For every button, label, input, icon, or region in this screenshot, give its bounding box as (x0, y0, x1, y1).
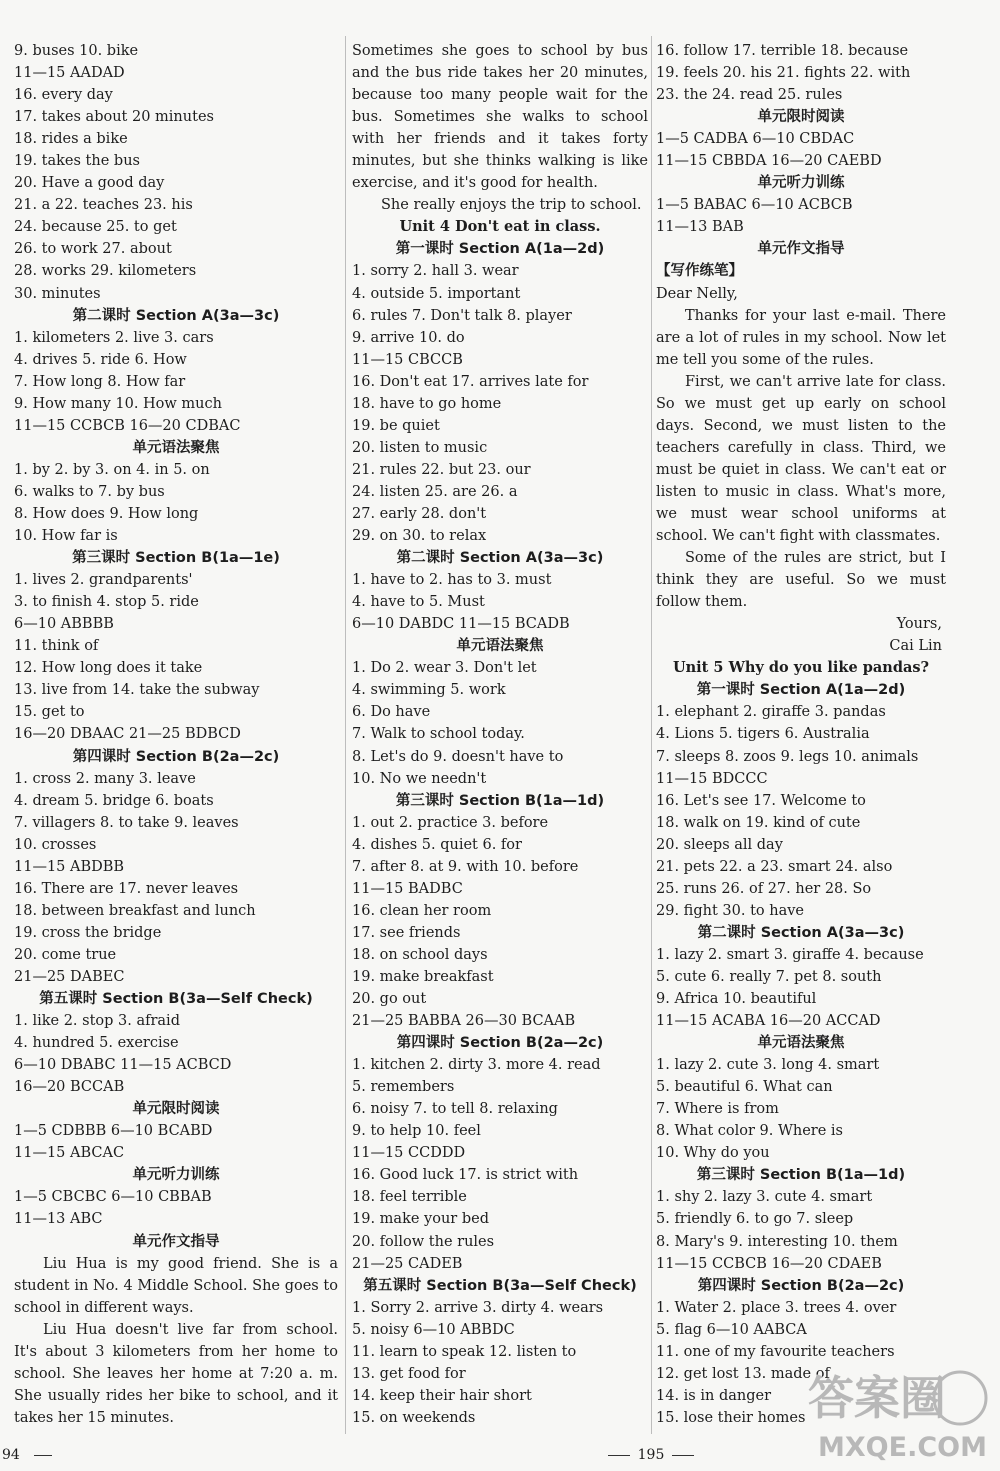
section-heading: 第四课时 Section B(2a—2c) (72, 748, 280, 765)
section-heading: 第一课时 Section A(1a—2d) (696, 682, 906, 699)
answer-line: 7. after 8. at 9. with 10. before (352, 858, 579, 875)
answer-line: 4. dream 5. bridge 6. boats (14, 792, 214, 809)
answer-line: 15. on weekends (352, 1409, 476, 1426)
answer-line: 11—15 CBBDA 16—20 CAEBD (656, 153, 882, 170)
answer-line: 4. hundred 5. exercise (14, 1035, 179, 1052)
answer-line: 1. Do 2. wear 3. Don't let (352, 660, 537, 677)
answer-line: 17. takes about 20 minutes (14, 109, 214, 126)
answer-line: 12. get lost 13. made of (656, 1365, 830, 1382)
answer-line: 11—15 ABCAC (14, 1145, 125, 1162)
answer-line: 6—10 DBABC 11—15 ACBCD (14, 1057, 232, 1074)
letter-closing: Yours, (896, 616, 942, 633)
answer-list (656, 194, 946, 238)
answer-line: 11—15 ABDBB (14, 858, 125, 875)
answer-line: 6—10 ABBBB (14, 616, 114, 633)
answer-line: 28. works 29. kilometers (14, 263, 197, 280)
answer-line: 11. one of my favourite teachers (656, 1343, 895, 1360)
section-heading: 单元听力训练 (132, 1167, 220, 1184)
answer-list (352, 1054, 648, 1274)
answer-line: 18. rides a bike (14, 131, 128, 148)
composition (14, 1253, 338, 1429)
answer-line: 25. runs 26. of 27. her 28. So (656, 880, 872, 897)
answer-line: 18. walk on 19. kind of cute (656, 814, 861, 831)
answer-line: 1. kitchen 2. dirty 3. more 4. read (352, 1057, 601, 1074)
writing-label: 【写作练笔】 (656, 263, 743, 280)
answer-line: 7. Where is from (656, 1101, 779, 1118)
answer-line: 1. lazy 2. smart 3. giraffe 4. because (656, 946, 924, 963)
answer-line: 12. How long does it take (14, 660, 203, 677)
answer-line: 11—15 CCBCB 16—20 CDBAC (14, 417, 241, 434)
answer-line: 8. Mary's 9. interesting 10. them (656, 1233, 898, 1250)
column-2 (352, 40, 648, 1429)
column-1 (14, 40, 338, 1429)
answer-line: 9. buses 10. bike (14, 43, 139, 59)
answer-line: 1—5 CADBA 6—10 CBDAC (656, 131, 855, 148)
answer-line: 4. dishes 5. quiet 6. for (352, 836, 522, 853)
answer-list (14, 459, 338, 547)
answer-line: 4. drives 5. ride 6. How (14, 351, 187, 368)
answer-line: 6. walks to 7. by bus (14, 483, 165, 500)
answer-line: 7. How long 8. How far (14, 373, 186, 390)
answer-line: 9. to help 10. feel (352, 1123, 481, 1140)
dash-decoration (672, 1455, 694, 1456)
answer-list (656, 701, 946, 921)
letter-body (656, 305, 946, 614)
answer-line: 1. sorry 2. hall 3. wear (352, 263, 519, 280)
answer-line: 7. villagers 8. to take 9. leaves (14, 814, 239, 831)
answer-line: 8. What color 9. Where is (656, 1123, 843, 1140)
answer-line: 1—5 CDBBB 6—10 BCABD (14, 1123, 213, 1140)
answer-line: 11—15 CCBCB 16—20 CDAEB (656, 1255, 882, 1272)
composition-paragraph: Liu Hua is my good friend. She is a student in No. 4 Middle School. She goes to school in different ways. (14, 1255, 338, 1316)
answer-line: 20. go out (352, 991, 427, 1008)
section-heading: 单元作文指导 (757, 241, 845, 258)
answer-line: 1. have to 2. has to 3. must (352, 572, 552, 589)
answer-line: 19. feels 20. his 21. fights 22. with (656, 65, 911, 82)
section-heading: 单元语法聚焦 (757, 1035, 845, 1052)
answer-line: 16. Don't eat 17. arrives late for (352, 373, 589, 390)
answer-list (352, 1297, 648, 1429)
dash-decoration (34, 1455, 52, 1456)
answer-list (14, 569, 338, 745)
answer-line: 16. Let's see 17. Welcome to (656, 792, 866, 809)
answer-list (656, 128, 946, 172)
answer-line: 6. Do have (352, 704, 431, 721)
letter-paragraph: First, we can't arrive late for class. So we must get up early on school days. Second, we must listen to the teachers carefully in class. Third, we must be quiet in class. We can't eat or listen to music in class. What's more, we must wear school uniforms at school. We can't fight with classmates. (656, 373, 946, 545)
answer-list (352, 569, 648, 635)
answer-line: 10. No we needn't (352, 770, 487, 787)
letter-paragraph: Some of the rules are strict, but I think they are useful. So we must follow them. (656, 550, 946, 611)
answer-line: 4. outside 5. important (352, 285, 521, 302)
answer-line: 1. lives 2. grandparents' (14, 572, 193, 589)
section-heading: 第三课时 Section B(1a—1d) (696, 1167, 906, 1184)
answer-line: 1. cross 2. many 3. leave (14, 770, 196, 787)
answer-line: 10. crosses (14, 836, 97, 853)
answer-line: 13. get food for (352, 1365, 466, 1382)
section-heading: 第四课时 Section B(2a—2c) (697, 1277, 905, 1294)
answer-list (656, 1186, 946, 1274)
answer-line: 19. cross the bridge (14, 924, 162, 941)
answer-line: 16. follow 17. terrible 18. because (656, 43, 909, 59)
answer-line: 29. on 30. to relax (352, 528, 487, 545)
page-number-text: 195 (637, 1447, 665, 1463)
left-page-number (2, 1447, 52, 1463)
section-heading: 第五课时 Section B(3a—Self Check) (39, 991, 313, 1008)
answer-list (656, 1054, 946, 1164)
answer-line: 7. Walk to school today. (352, 726, 525, 743)
answer-line: 14. is in danger (656, 1387, 772, 1404)
letter-signature: Cai Lin (889, 638, 942, 655)
answer-line: 23. the 24. read 25. rules (656, 87, 843, 104)
answer-line: 19. make your bed (352, 1211, 489, 1228)
answer-line: 24. because 25. to get (14, 219, 177, 236)
answer-line: 5. noisy 6—10 ABBDC (352, 1321, 515, 1338)
answer-line: 16—20 BCCAB (14, 1079, 125, 1096)
section-heading: 第二课时 Section A(3a—3c) (72, 307, 280, 324)
answer-line: 18. have to go home (352, 395, 502, 412)
answer-line: 11—15 AADAD (14, 65, 125, 82)
answer-line: 1. Water 2. place 3. trees 4. over (656, 1299, 897, 1316)
answer-list (14, 327, 338, 437)
answer-line: 8. Let's do 9. doesn't have to (352, 748, 564, 765)
composition-continued (352, 40, 648, 216)
answer-line: 11. learn to speak 12. listen to (352, 1343, 577, 1360)
page-number-text: 94 (2, 1447, 20, 1463)
answer-line: 6—10 DABDC 11—15 BCADB (352, 616, 570, 633)
answer-line: 10. Why do you (656, 1145, 770, 1162)
answer-line: 11—15 BDCCC (656, 770, 768, 787)
answer-list (656, 944, 946, 1032)
right-page-number (596, 1447, 706, 1463)
watermark-text: 答案圈 (808, 1371, 946, 1425)
watermark-logo (800, 1348, 996, 1464)
answer-line: 10. How far is (14, 528, 118, 545)
answer-line: 30. minutes (14, 285, 101, 302)
unit-title: Unit 5 Why do you like pandas? (672, 659, 930, 677)
answer-line: 27. early 28. don't (352, 505, 487, 522)
answer-list (352, 657, 648, 789)
answer-line: 11—15 CCDDD (352, 1145, 466, 1162)
answer-line: 21—25 CADEB (352, 1255, 463, 1272)
watermark-url: MXQE.COM (818, 1432, 987, 1463)
section-heading: 单元语法聚焦 (132, 439, 220, 456)
answer-list (14, 768, 338, 988)
answer-line: 20. Have a good day (14, 175, 165, 192)
answer-line: 9. How many 10. How much (14, 395, 222, 412)
section-heading: 第二课时 Section A(3a—3c) (396, 550, 604, 567)
section-heading: 第三课时 Section B(1a—1e) (72, 550, 280, 567)
answer-line: 3. to finish 4. stop 5. ride (14, 594, 199, 611)
unit-title: Unit 4 Don't eat in class. (399, 218, 601, 236)
section-heading: 第二课时 Section A(3a—3c) (697, 924, 905, 941)
section-heading: 第五课时 Section B(3a—Self Check) (363, 1277, 637, 1294)
answer-line: 5. friendly 6. to go 7. sleep (656, 1211, 854, 1228)
answer-line: 1—5 CBCBC 6—10 CBBAB (14, 1189, 212, 1206)
answer-line: 1. by 2. by 3. on 4. in 5. on (14, 461, 210, 478)
answer-line: 8. How does 9. How long (14, 505, 199, 522)
letter-greeting: Dear Nelly, (656, 285, 738, 302)
answer-list (352, 260, 648, 547)
section-heading: 单元语法聚焦 (456, 638, 544, 655)
answer-line: 16—20 DBAAC 21—25 BDBCD (14, 726, 241, 743)
answer-line: 20. sleeps all day (656, 836, 783, 853)
answer-line: 5. remembers (352, 1079, 455, 1096)
column-divider (651, 36, 652, 1434)
answer-list (14, 1186, 338, 1230)
answer-line: 1. elephant 2. giraffe 3. pandas (656, 704, 886, 721)
answer-line: 1. out 2. practice 3. before (352, 814, 549, 831)
section-heading: 第四课时 Section B(2a—2c) (396, 1035, 604, 1052)
answer-line: 21—25 BABBA 26—30 BCAAB (352, 1013, 576, 1030)
answer-line: 24. listen 25. are 26. a (352, 483, 518, 500)
answer-list (14, 1010, 338, 1098)
answer-line: 9. arrive 10. do (352, 329, 465, 346)
answer-line: 14. keep their hair short (352, 1387, 532, 1404)
answer-line: 11—13 BAB (656, 219, 744, 236)
answer-line: 1. kilometers 2. live 3. cars (14, 329, 214, 346)
answer-line: 5. flag 6—10 AABCA (656, 1321, 807, 1338)
answer-line: 21. a 22. teaches 23. his (14, 197, 193, 214)
answer-line: 11. think of (14, 638, 99, 655)
answer-line: 1. like 2. stop 3. afraid (14, 1013, 180, 1030)
answer-line: 1. shy 2. lazy 3. cute 4. smart (656, 1189, 873, 1206)
section-heading: 第三课时 Section B(1a—1d) (395, 792, 605, 809)
answer-line: 11—15 BADBC (352, 880, 463, 897)
answer-list (14, 40, 338, 305)
answer-line: 4. have to 5. Must (352, 594, 485, 611)
answer-line: 16. Good luck 17. is strict with (352, 1167, 579, 1184)
answer-line: 1. Sorry 2. arrive 3. dirty 4. wears (352, 1299, 604, 1316)
answer-line: 18. feel terrible (352, 1189, 467, 1206)
answer-line: 4. Lions 5. tigers 6. Australia (656, 726, 870, 743)
composition-paragraph: She really enjoys the trip to school. (381, 197, 642, 214)
composition-paragraph: Liu Hua doesn't live far from school. It's about 3 kilometers from her home to school. She leaves her home at 7:20 a. m. She usually rides her bike to school, and it takes her 15 minutes. (14, 1321, 338, 1426)
answer-line: 7. sleeps 8. zoos 9. legs 10. animals (656, 748, 919, 765)
answer-line: 21—25 DABEC (14, 968, 125, 985)
column-3 (656, 40, 946, 1429)
answer-line: 17. see friends (352, 924, 461, 941)
section-heading: 单元听力训练 (757, 175, 845, 192)
answer-line: 21. pets 22. a 23. smart 24. also (656, 858, 893, 875)
answer-line: 11—13 ABC (14, 1211, 103, 1228)
answer-line: 20. listen to music (352, 439, 488, 456)
answer-line: 19. takes the bus (14, 153, 140, 170)
answer-line: 1. lazy 2. cute 3. long 4. smart (656, 1057, 880, 1074)
section-heading: 单元作文指导 (132, 1233, 220, 1250)
answer-line: 16. clean her room (352, 902, 492, 919)
answer-line: 18. between breakfast and lunch (14, 902, 256, 919)
section-heading: 第一课时 Section A(1a—2d) (395, 241, 605, 258)
answer-line: 5. cute 6. really 7. pet 8. south (656, 968, 882, 985)
answer-line: 11—15 CBCCB (352, 351, 463, 368)
answer-list (352, 812, 648, 1032)
answer-line: 15. get to (14, 704, 85, 721)
section-heading: 单元限时阅读 (132, 1101, 220, 1118)
letter-paragraph: Thanks for your last e-mail. There are a lot of rules in my school. Now let me tell you some of the rules. (656, 307, 946, 368)
answer-line: 19. make breakfast (352, 968, 494, 985)
answer-list (656, 40, 946, 106)
answer-line: 21. rules 22. but 23. our (352, 461, 531, 478)
answer-line: 1—5 BABAC 6—10 ACBCB (656, 197, 853, 214)
answer-line: 4. swimming 5. work (352, 682, 506, 699)
answer-line: 18. on school days (352, 946, 488, 963)
answer-line: 20. follow the rules (352, 1233, 495, 1250)
composition-paragraph: Sometimes she goes to school by bus and the bus ride takes her 20 minutes, because too many people wait for the bus. Sometimes she walks to school with her friends and it takes forty minutes, but she thinks walking is like exercise, and it's good for health. (352, 43, 648, 192)
dash-decoration (608, 1455, 630, 1456)
answer-line: 19. be quiet (352, 417, 440, 434)
answer-line: 5. beautiful 6. What can (656, 1079, 833, 1096)
answer-line: 16. every day (14, 87, 113, 104)
column-divider (345, 36, 346, 1434)
answer-line: 15. lose their homes (656, 1409, 806, 1426)
answer-line: 13. live from 14. take the subway (14, 682, 260, 699)
answer-line: 9. Africa 10. beautiful (656, 991, 817, 1008)
answer-list (14, 1120, 338, 1164)
answer-line: 6. rules 7. Don't talk 8. player (352, 307, 572, 324)
answer-line: 11—15 ACABA 16—20 ACCAD (656, 1013, 881, 1030)
answer-line: 16. There are 17. never leaves (14, 880, 239, 897)
answer-line: 26. to work 27. about (14, 241, 172, 258)
section-heading: 单元限时阅读 (757, 109, 845, 126)
answer-line: 20. come true (14, 946, 117, 963)
answer-line: 29. fight 30. to have (656, 902, 804, 919)
answer-line: 6. noisy 7. to tell 8. relaxing (352, 1101, 558, 1118)
